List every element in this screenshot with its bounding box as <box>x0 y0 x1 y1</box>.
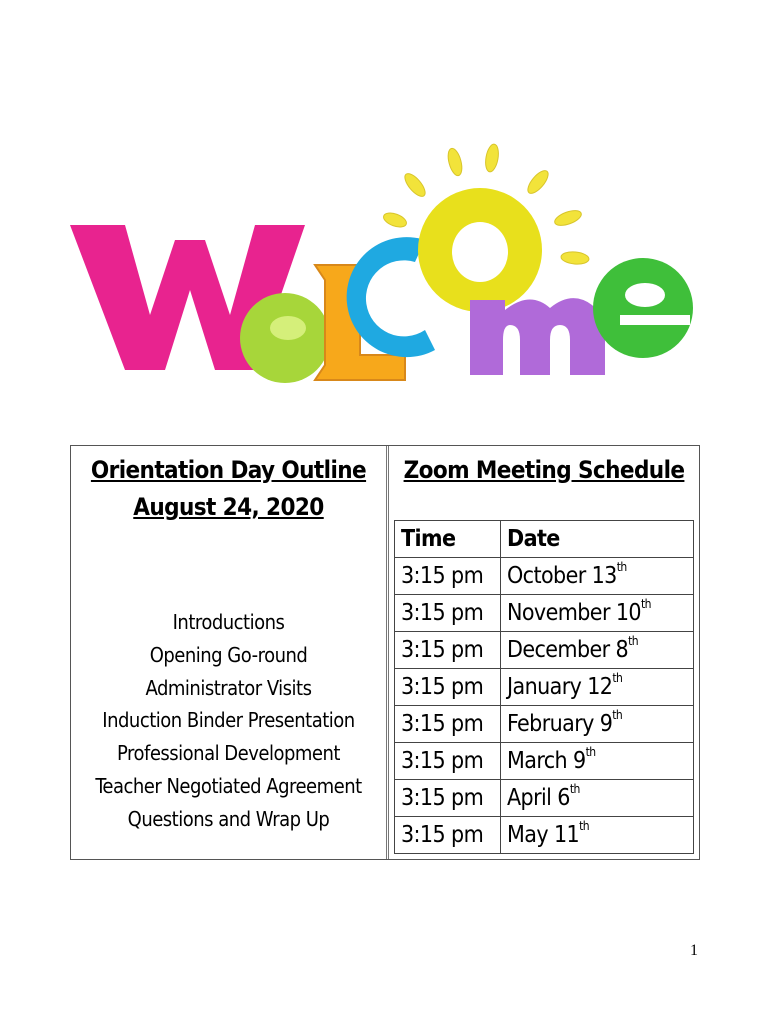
table-row <box>395 780 694 817</box>
outline-date: August 24, 2020 <box>133 493 324 521</box>
letter-m-shape <box>470 298 605 375</box>
time-cell: 3:15 pm <box>395 817 501 854</box>
letter-e-shape <box>240 293 330 383</box>
date-cell: March 9th <box>501 743 694 780</box>
agenda-item: Opening Go-round <box>149 642 308 667</box>
table-row <box>395 595 694 632</box>
agenda-list <box>71 606 386 836</box>
date-cell: November 10th <box>501 595 694 632</box>
table-row <box>395 669 694 706</box>
time-column-header: Time <box>395 521 501 558</box>
date-cell: October 13th <box>501 558 694 595</box>
agenda-item: Administrator Visits <box>145 675 312 700</box>
letter-o-shape <box>418 188 542 312</box>
table-row <box>395 817 694 854</box>
date-cell: May 11th <box>501 817 694 854</box>
welcome-banner-image <box>60 140 710 420</box>
outline-heading: Orientation Day Outline <box>90 456 367 484</box>
agenda-item: Teacher Negotiated Agreement <box>95 773 362 798</box>
time-cell: 3:15 pm <box>395 780 501 817</box>
zoom-schedule-column <box>389 446 699 859</box>
date-cell: February 9th <box>501 706 694 743</box>
agenda-item: Induction Binder Presentation <box>102 708 355 733</box>
time-cell: 3:15 pm <box>395 669 501 706</box>
schedule-table <box>394 520 694 854</box>
orientation-outline-column <box>71 446 386 859</box>
agenda-item: Introductions <box>172 610 285 634</box>
agenda-item: Questions and Wrap Up <box>127 806 330 831</box>
table-header-row <box>395 521 694 558</box>
page-number: 1 <box>690 942 698 959</box>
table-row <box>395 706 694 743</box>
agenda-item: Professional Development <box>117 741 340 766</box>
schedule-heading: Zoom Meeting Schedule <box>403 456 685 484</box>
time-cell: 3:15 pm <box>395 706 501 743</box>
time-cell: 3:15 pm <box>395 558 501 595</box>
letter-e2-shape <box>593 258 693 358</box>
table-row <box>395 743 694 780</box>
date-cell: April 6th <box>501 780 694 817</box>
date-column-header: Date <box>501 521 694 558</box>
time-cell: 3:15 pm <box>395 632 501 669</box>
time-cell: 3:15 pm <box>395 743 501 780</box>
date-cell: December 8th <box>501 632 694 669</box>
date-cell: January 12th <box>501 669 694 706</box>
content-table <box>70 445 700 860</box>
table-row <box>395 632 694 669</box>
table-row <box>395 558 694 595</box>
time-cell: 3:15 pm <box>395 595 501 632</box>
